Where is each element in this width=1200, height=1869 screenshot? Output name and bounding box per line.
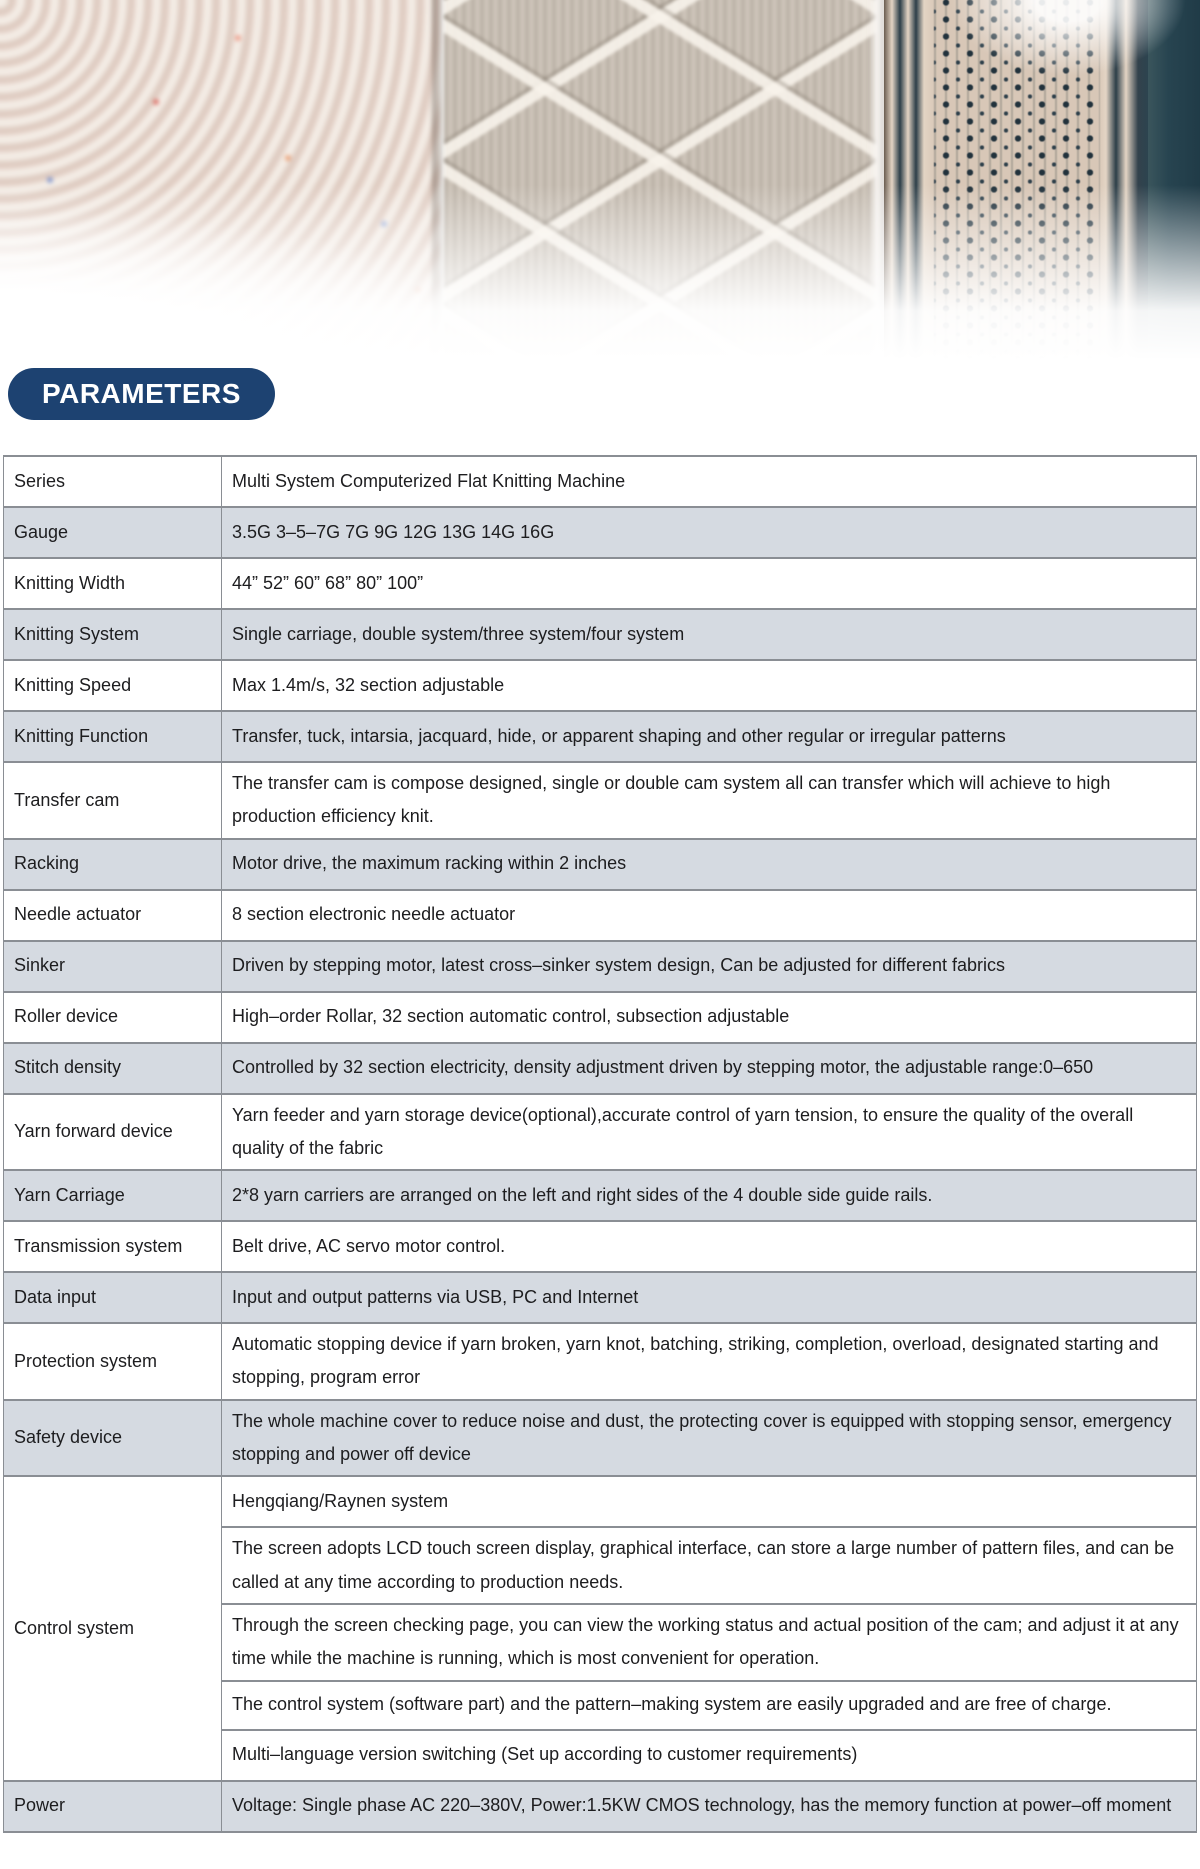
hero-photo <box>0 0 1200 360</box>
row-label: Knitting Function <box>4 711 222 762</box>
table-row <box>4 609 1197 660</box>
row-label: Series <box>4 456 222 507</box>
table-row <box>4 1400 1197 1477</box>
row-label: Protection system <box>4 1323 222 1400</box>
row-value: Max 1.4m/s, 32 section adjustable <box>222 660 1197 711</box>
row-value: Transfer, tuck, intarsia, jacquard, hide, or apparent shaping and other regular or irregular patterns <box>222 711 1197 762</box>
row-value: Multi System Computerized Flat Knitting Machine <box>222 456 1197 507</box>
parameters-title: PARAMETERS <box>42 378 241 409</box>
row-label: Power <box>4 1781 222 1832</box>
table-row <box>4 711 1197 762</box>
table-row <box>4 839 1197 890</box>
row-value: The transfer cam is compose designed, single or double cam system all can transfer which will achieve to high production efficiency knit. <box>222 762 1197 839</box>
row-value: Automatic stopping device if yarn broken, yarn knot, batching, striking, completion, overload, designated starting and stopping, program error <box>222 1323 1197 1400</box>
row-label: Gauge <box>4 507 222 558</box>
table-row <box>4 992 1197 1043</box>
row-value: Yarn feeder and yarn storage device(optional),accurate control of yarn tension, to ensure the quality of the overall quality of the fabric <box>222 1094 1197 1171</box>
table-row <box>4 1221 1197 1272</box>
row-value: Belt drive, AC servo motor control. <box>222 1221 1197 1272</box>
table-row <box>4 1170 1197 1221</box>
table-row <box>4 1323 1197 1400</box>
row-value: Voltage: Single phase AC 220–380V, Power:1.5KW CMOS technology, has the memory function at power–off moment <box>222 1781 1197 1832</box>
spec-table <box>3 455 1197 1833</box>
table-row <box>4 1272 1197 1323</box>
row-label: Knitting Width <box>4 558 222 609</box>
row-label: Sinker <box>4 941 222 992</box>
row-label: Roller device <box>4 992 222 1043</box>
row-value: Driven by stepping motor, latest cross–sinker system design, Can be adjusted for different fabrics <box>222 941 1197 992</box>
row-label: Knitting System <box>4 609 222 660</box>
row-value: The whole machine cover to reduce noise and dust, the protecting cover is equipped with stopping sensor, emergency stopping and power off device <box>222 1400 1197 1477</box>
row-value: Through the screen checking page, you can view the working status and actual position of the cam; and adjust it at any time while the machine is running, which is most convenient for operation. <box>222 1604 1197 1681</box>
row-label-control-system: Control system <box>4 1476 222 1780</box>
table-row <box>4 1043 1197 1094</box>
table-row <box>4 1094 1197 1171</box>
table-row-control-system <box>4 1476 1197 1527</box>
table-row <box>4 762 1197 839</box>
parameters-badge <box>8 368 275 420</box>
row-value: Input and output patterns via USB, PC and Internet <box>222 1272 1197 1323</box>
table-row <box>4 890 1197 941</box>
row-value: Controlled by 32 section electricity, density adjustment driven by stepping motor, the adjustable range:0–650 <box>222 1043 1197 1094</box>
row-label: Racking <box>4 839 222 890</box>
row-label: Knitting Speed <box>4 660 222 711</box>
row-value: The screen adopts LCD touch screen display, graphical interface, can store a large number of pattern files, and can be called at any time according to production needs. <box>222 1527 1197 1604</box>
table-row <box>4 941 1197 992</box>
row-value: Multi–language version switching (Set up according to customer requirements) <box>222 1730 1197 1781</box>
row-label: Needle actuator <box>4 890 222 941</box>
row-label: Stitch density <box>4 1043 222 1094</box>
photo-white-fade-bottom <box>0 185 1200 360</box>
table-row <box>4 456 1197 507</box>
row-value: 2*8 yarn carriers are arranged on the left and right sides of the 4 double side guide rails. <box>222 1170 1197 1221</box>
row-label: Transfer cam <box>4 762 222 839</box>
row-value: High–order Rollar, 32 section automatic control, subsection adjustable <box>222 992 1197 1043</box>
row-value: 8 section electronic needle actuator <box>222 890 1197 941</box>
table-row <box>4 558 1197 609</box>
table-row <box>4 660 1197 711</box>
row-label: Data input <box>4 1272 222 1323</box>
row-value: The control system (software part) and the pattern–making system are easily upgraded and are free of charge. <box>222 1681 1197 1730</box>
row-label: Yarn forward device <box>4 1094 222 1171</box>
row-value: 3.5G 3–5–7G 7G 9G 12G 13G 14G 16G <box>222 507 1197 558</box>
row-value: Hengqiang/Raynen system <box>222 1476 1197 1527</box>
row-value: 44” 52” 60” 68” 80” 100” <box>222 558 1197 609</box>
row-value: Motor drive, the maximum racking within 2 inches <box>222 839 1197 890</box>
row-value: Single carriage, double system/three system/four system <box>222 609 1197 660</box>
row-label: Transmission system <box>4 1221 222 1272</box>
row-label: Yarn Carriage <box>4 1170 222 1221</box>
row-label: Safety device <box>4 1400 222 1477</box>
table-row <box>4 507 1197 558</box>
table-row <box>4 1781 1197 1832</box>
